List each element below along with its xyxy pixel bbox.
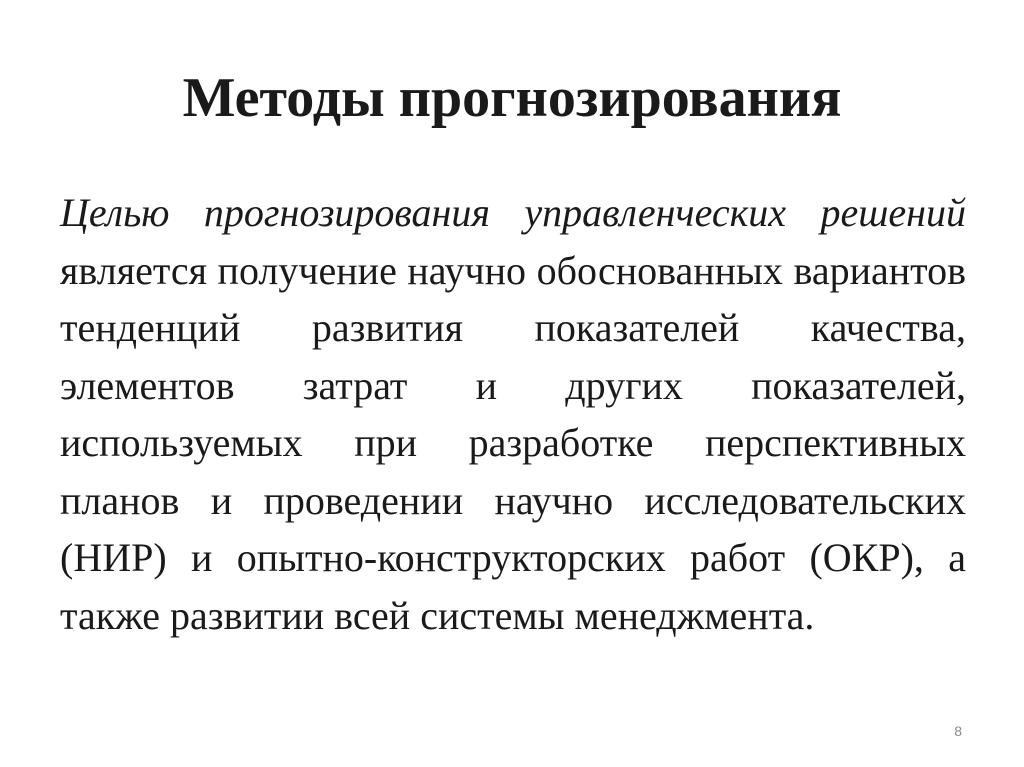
page-number: 8 [954, 723, 962, 739]
slide-body-text [60, 184, 966, 644]
body-main-text: является получение научно обоснованных вариантов тенденций развития показателей качества, элементов затрат и других показателей, используемых при разработке перспективных планов и проведении научно исследовательских (НИР) и опытно-конструкторских работ (ОКР), а также развитии всей системы менеджмента. [60, 247, 966, 638]
body-italic-phrase: Целью прогнозирования управленческих решений [60, 190, 966, 235]
slide-title: Методы прогнозирования [182, 67, 842, 129]
